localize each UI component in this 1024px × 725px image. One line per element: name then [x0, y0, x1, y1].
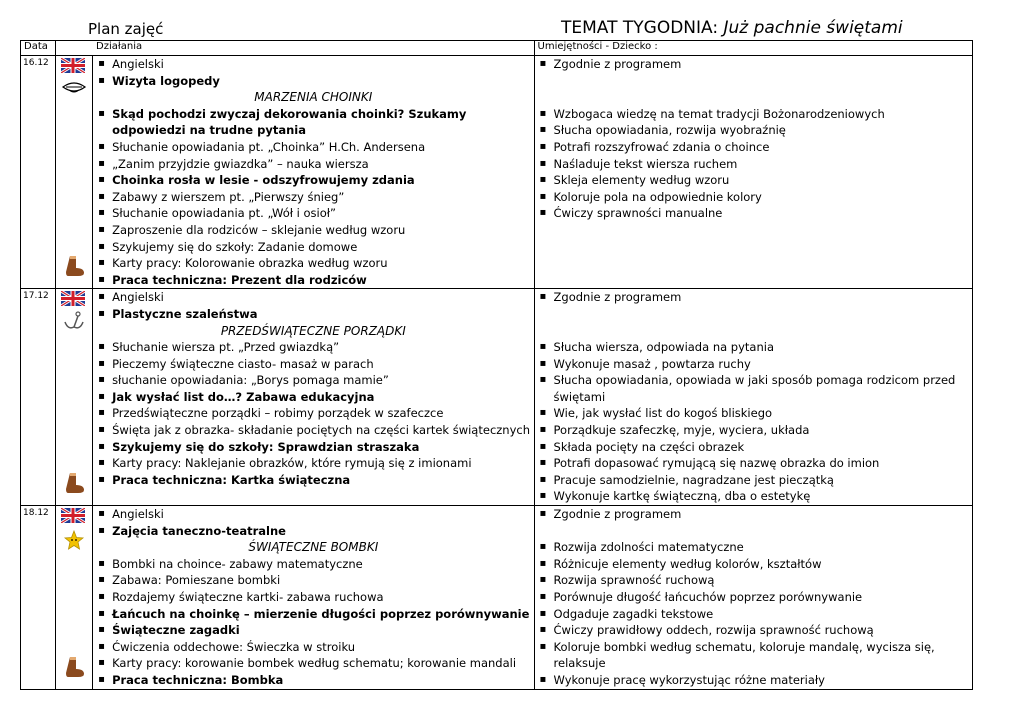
- boot-icon: [64, 655, 86, 679]
- header-skills: Umiejętności - Dziecko :: [534, 41, 972, 56]
- activity-item: ▪ „Zanim przyjdzie gwiazdka” – nauka wiersza: [93, 156, 533, 173]
- activities-cell: [93, 506, 534, 690]
- skill-item: ▪ Odgaduje zagadki tekstowe: [535, 606, 972, 623]
- activity-item: ▪ Pieczemy świąteczne ciasto- masaż w parach: [93, 356, 533, 373]
- skill-item: ▪ Potrafi dopasować rymującą się nazwę obrazka do imion: [535, 455, 972, 472]
- skill-item: ▪ Rozwija zdolności matematyczne: [535, 539, 972, 556]
- activity-item: ▪ Praca techniczna: Bombka: [93, 672, 533, 689]
- activity-item: ▪ Święta jak z obrazka- składanie pociętych na części kartek świątecznych: [93, 422, 533, 439]
- day-row: [21, 56, 973, 289]
- uk-flag-icon: [61, 58, 85, 73]
- skill-item: ▪ Słucha opowiadania, rozwija wyobraźnię: [535, 122, 972, 139]
- activity-item: ▪ Szykujemy się do szkoły: Sprawdzian straszaka: [93, 439, 533, 456]
- activity-item: ▪ Plastyczne szaleństwa: [93, 306, 533, 323]
- skill-item: ▪ Zgodnie z programem: [535, 56, 972, 73]
- skill-item: ▪ Potrafi rozszyfrować zdania o choince: [535, 139, 972, 156]
- activity-item: ▪ Przedświąteczne porządki – robimy porządek w szafeczce: [93, 405, 533, 422]
- activity-item: ▪ Choinka rosła w lesie - odszyfrowujemy zdania: [93, 172, 533, 189]
- theme-label: TEMAT TYGODNIA:: [561, 18, 719, 38]
- header-activities: Działania: [56, 41, 535, 56]
- spacer: [535, 306, 972, 323]
- day-date: 16.12: [21, 56, 56, 289]
- uk-flag-icon: [61, 508, 85, 523]
- activity-item: ▪ Bombki na choince- zabawy matematyczne: [93, 556, 533, 573]
- activity-item: ▪ Świąteczne zagadki: [93, 622, 533, 639]
- activity-item: ▪ Ćwiczenia oddechowe: Świeczka w stroiku: [93, 639, 533, 656]
- skills-cell: [534, 289, 972, 506]
- day-icons: [56, 506, 93, 690]
- header-date: Data: [21, 41, 56, 56]
- skills-cell: [534, 506, 972, 690]
- boot-icon: [64, 254, 86, 278]
- skill-item: ▪ Koloruje pola na odpowiednie kolory: [535, 189, 972, 206]
- plan-table: [20, 40, 973, 690]
- activity-item: ▪ Zajęcia taneczno-teatralne: [93, 523, 533, 540]
- mouth-speech-icon: [61, 78, 87, 98]
- skill-item: ▪ Ćwiczy prawidłowy oddech, rozwija sprawność ruchową: [535, 622, 972, 639]
- skill-item: ▪ Wykonuje pracę wykorzystując różne materiały: [535, 672, 972, 689]
- anchor-icon: [61, 311, 87, 331]
- activity-item: ▪ Praca techniczna: Kartka świąteczna: [93, 472, 533, 489]
- skill-item: ▪ Różnicuje elementy według kolorów, kształtów: [535, 556, 972, 573]
- activity-item: ▪ Zabawa: Pomieszane bombki: [93, 572, 533, 589]
- spacer: [535, 323, 972, 340]
- skill-item: ▪ Wykonuje kartkę świąteczną, dba o estetykę: [535, 488, 972, 505]
- skill-item: ▪ Wykonuje masaż , powtarza ruchy: [535, 356, 972, 373]
- activity-item: ▪ Karty pracy: Kolorowanie obrazka według wzoru: [93, 255, 533, 272]
- day-date: 17.12: [21, 289, 56, 506]
- plan-title: Plan zajęć: [88, 20, 164, 38]
- activities-cell: [93, 289, 534, 506]
- activity-item: ▪ słuchanie opowiadania: „Borys pomaga mamie”: [93, 372, 533, 389]
- skill-item: ▪ Zgodnie z programem: [535, 289, 972, 306]
- skill-item: ▪ Rozwija sprawność ruchową: [535, 572, 972, 589]
- week-theme: [561, 18, 903, 38]
- activities-cell: [93, 56, 534, 289]
- day-date: 18.12: [21, 506, 56, 690]
- skills-cell: [534, 56, 972, 289]
- skill-item: ▪ Porządkuje szafeczkę, myje, wyciera, układa: [535, 422, 972, 439]
- day-topic: MARZENIA CHOINKI: [254, 90, 373, 105]
- skill-item: ▪ Porównuje długość łańcuchów poprzez porównywanie: [535, 589, 972, 606]
- skill-item: ▪ Koloruje bombki według schematu, koloruje mandalę, wycisza się, relaksuje: [535, 639, 972, 672]
- day-topic: PRZEDŚWIĄTECZNE PORZĄDKI: [220, 323, 406, 338]
- activity-item: ▪ Angielski: [93, 56, 533, 73]
- activity-item: ▪ Angielski: [93, 506, 533, 523]
- activity-item: ▪ Szykujemy się do szkoły: Zadanie domowe: [93, 239, 533, 256]
- skill-item: ▪ Zgodnie z programem: [535, 506, 972, 523]
- activity-item: ▪ Wizyta logopedy: [93, 73, 533, 90]
- uk-flag-icon: [61, 291, 85, 306]
- skill-item: ▪ Ćwiczy sprawności manualne: [535, 205, 972, 222]
- activity-item: ▪ Skąd pochodzi zwyczaj dekorowania choinki? Szukamy odpowiedzi na trudne pytania: [93, 106, 533, 139]
- activity-item: ▪ Angielski: [93, 289, 533, 306]
- activity-item: ▪ Karty pracy: Naklejanie obrazków, które rymują się z imionami: [93, 455, 533, 472]
- theme-value: Już pachnie świętami: [723, 18, 903, 38]
- spacer: [535, 73, 972, 90]
- table-header-row: [21, 41, 973, 56]
- skill-item: ▪ Wzbogaca wiedzę na temat tradycji Bożonarodzeniowych: [535, 106, 972, 123]
- skill-item: ▪ Wie, jak wysłać list do kogoś bliskiego: [535, 405, 972, 422]
- activity-item: ▪ Zabawy z wierszem pt. „Pierwszy śnieg”: [93, 189, 533, 206]
- day-topic: ŚWIĄTECZNE BOMBKI: [248, 540, 379, 555]
- activity-item: ▪ Jak wysłać list do…? Zabawa edukacyjna: [93, 389, 533, 406]
- star-icon: [61, 530, 87, 550]
- activity-item: ▪ Słuchanie opowiadania pt. „Choinka” H.Ch. Andersena: [93, 139, 533, 156]
- skill-item: ▪ Słucha opowiadania, opowiada w jaki sposób pomaga rodzicom przed świętami: [535, 372, 972, 405]
- spacer: [535, 89, 972, 106]
- day-row: [21, 289, 973, 506]
- skill-item: ▪ Składa pocięty na części obrazek: [535, 439, 972, 456]
- day-icons: [56, 56, 93, 289]
- activity-item: ▪ Rozdajemy świąteczne kartki- zabawa ruchowa: [93, 589, 533, 606]
- spacer: [535, 523, 972, 540]
- activity-item: ▪ Praca techniczna: Prezent dla rodziców: [93, 272, 533, 289]
- activity-item: ▪ Słuchanie opowiadania pt. „Wół i osioł”: [93, 205, 533, 222]
- activity-item: ▪ Łańcuch na choinkę – mierzenie długości poprzez porównywanie: [93, 606, 533, 623]
- activity-item: ▪ Zaproszenie dla rodziców – sklejanie według wzoru: [93, 222, 533, 239]
- skill-item: ▪ Skleja elementy według wzoru: [535, 172, 972, 189]
- activity-item: ▪ Karty pracy: korowanie bombek według schematu; korowanie mandali: [93, 655, 533, 672]
- skill-item: ▪ Słucha wiersza, odpowiada na pytania: [535, 339, 972, 356]
- boot-icon: [64, 471, 86, 495]
- skill-item: ▪ Pracuje samodzielnie, nagradzane jest pieczątką: [535, 472, 972, 489]
- skill-item: ▪ Naśladuje tekst wiersza ruchem: [535, 156, 972, 173]
- activity-item: ▪ Słuchanie wiersza pt. „Przed gwiazdką”: [93, 339, 533, 356]
- day-row: [21, 506, 973, 690]
- day-icons: [56, 289, 93, 506]
